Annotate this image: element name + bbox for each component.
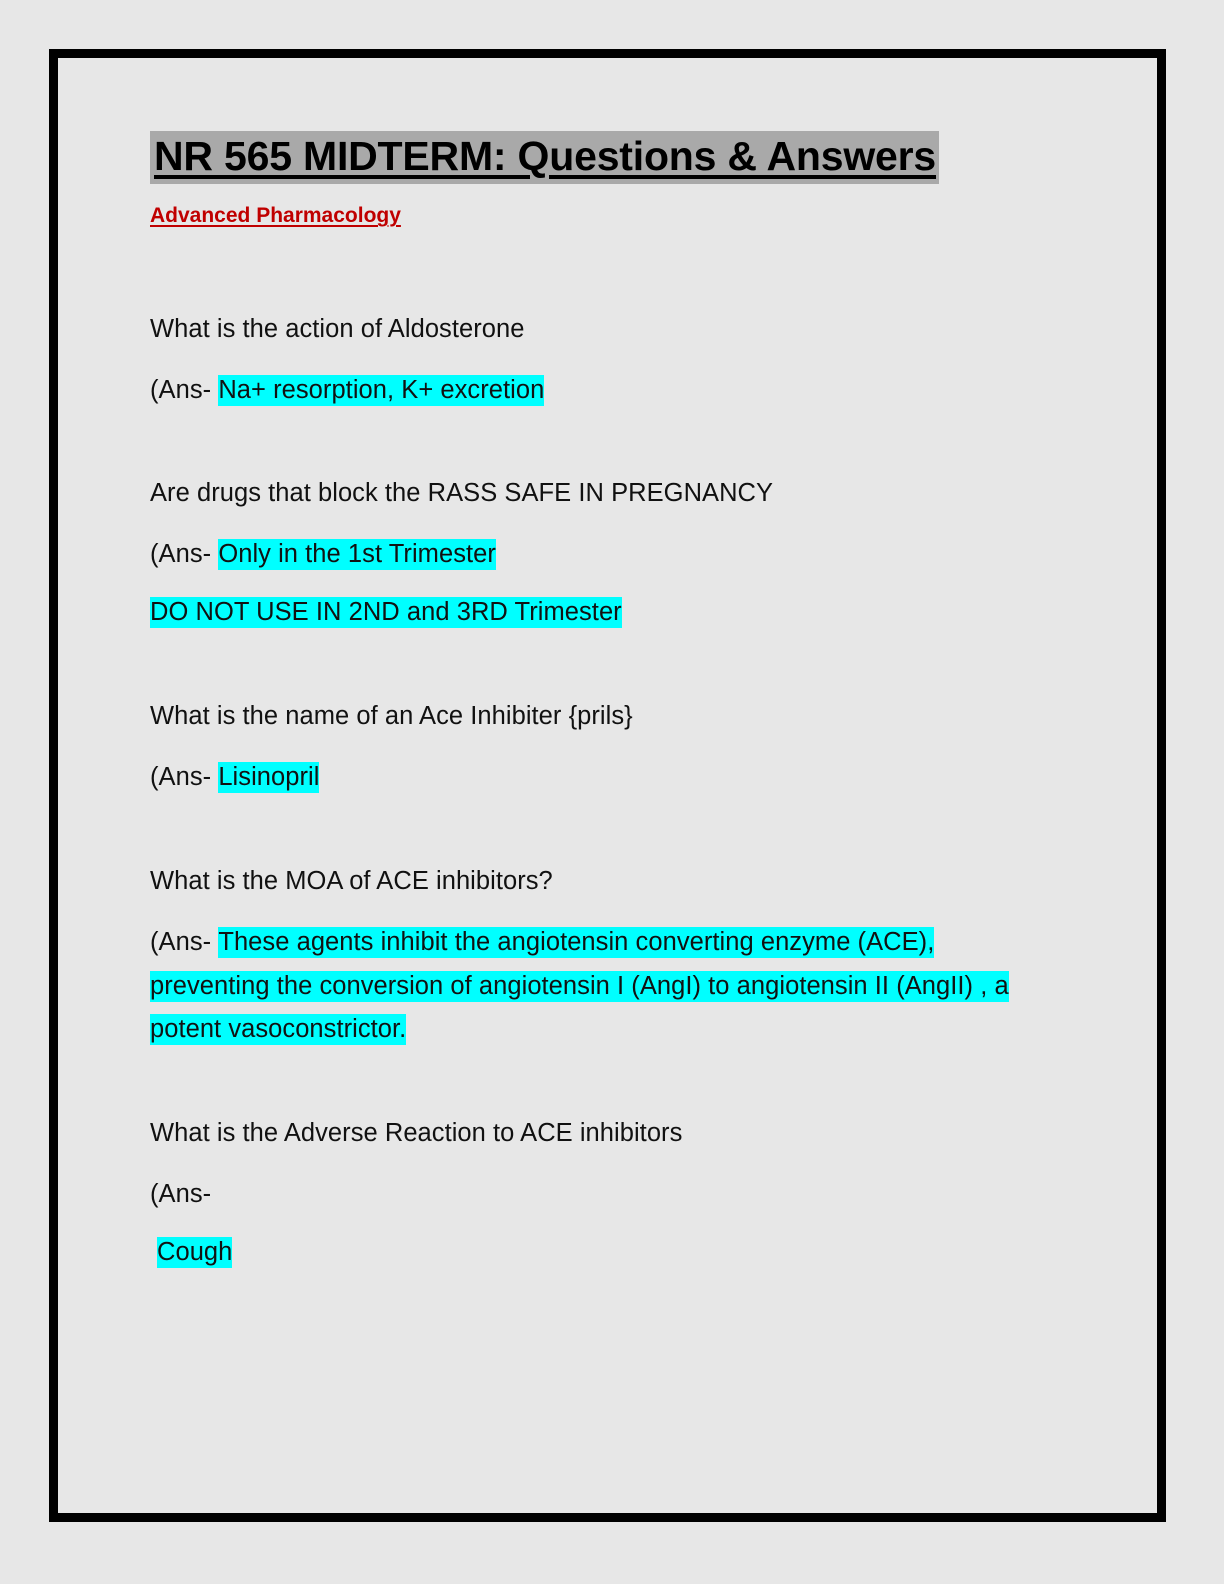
answer-line bbox=[150, 756, 1045, 800]
page-title-text: NR 565 MIDTERM: Questions & Answers bbox=[150, 131, 939, 184]
answer-prefix: (Ans- bbox=[150, 1180, 212, 1209]
answer-highlight: Na+ resorption, K+ excretion bbox=[218, 375, 545, 404]
answer-extra-highlight: DO NOT USE IN 2ND and 3RD Trimester bbox=[150, 598, 622, 627]
answer-extra-line bbox=[150, 591, 1045, 635]
answer-highlight: Lisinopril bbox=[218, 762, 320, 791]
page-title bbox=[150, 130, 1045, 182]
answer-line bbox=[150, 1173, 1045, 1217]
question-text: What is the action of Aldosterone bbox=[150, 314, 525, 343]
qa-block bbox=[150, 472, 1045, 635]
question-text: Are drugs that block the RASS SAFE IN PREGNANCY bbox=[150, 479, 774, 508]
document-subtitle-text: Advanced Pharmacology bbox=[150, 204, 401, 228]
answer-line bbox=[150, 369, 1045, 413]
answer-highlight: Only in the 1st Trimester bbox=[218, 540, 496, 569]
answer-highlight: These agents inhibit the angiotensin converting enzyme (ACE), preventing the conversion of angiotensin I (AngI) to angiotensin II (AngII) , a potent vasoconstrictor. bbox=[150, 927, 1009, 1044]
document-subtitle bbox=[150, 202, 1045, 229]
answer-extra-line bbox=[150, 1231, 1045, 1275]
answer-line bbox=[150, 533, 1045, 577]
question-text: What is the name of an Ace Inhibiter {prils} bbox=[150, 702, 633, 731]
qa-block bbox=[150, 1112, 1045, 1275]
document-content bbox=[150, 130, 1045, 1275]
answer-prefix: (Ans- bbox=[150, 762, 212, 791]
qa-block bbox=[150, 695, 1045, 800]
answer-line bbox=[150, 921, 1045, 1053]
answer-extra-highlight: Cough bbox=[157, 1237, 233, 1266]
qa-block bbox=[150, 860, 1045, 1052]
answer-prefix: (Ans- bbox=[150, 927, 212, 956]
qa-block bbox=[150, 308, 1045, 413]
document-page bbox=[49, 49, 1166, 1522]
answer-prefix: (Ans- bbox=[150, 540, 212, 569]
question-text: What is the Adverse Reaction to ACE inhibitors bbox=[150, 1119, 683, 1148]
question-text: What is the MOA of ACE inhibitors? bbox=[150, 866, 553, 895]
answer-prefix: (Ans- bbox=[150, 375, 212, 404]
